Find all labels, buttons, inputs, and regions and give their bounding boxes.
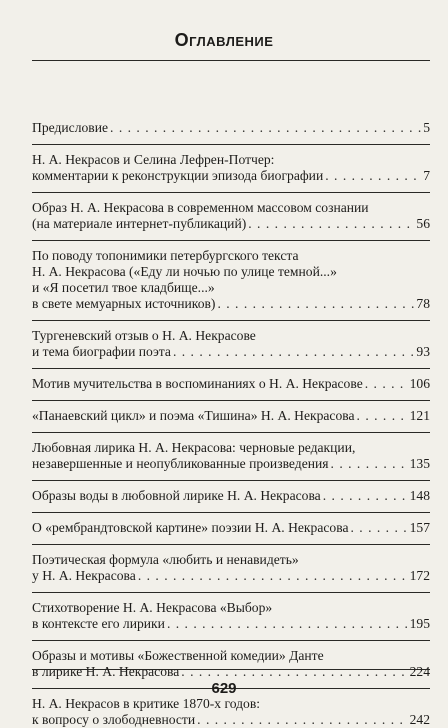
toc-entry-last-line: [32, 712, 430, 728]
toc-entry-title-line: Образы воды в любовной лирике Н. А. Некрасова: [32, 488, 321, 503]
title-rule: [32, 60, 430, 61]
toc-entry-title-line: (на материале интернет-публикаций): [32, 216, 247, 231]
toc-entry-last-line: [32, 664, 430, 680]
entry-separator: [32, 592, 430, 593]
entry-separator: [32, 512, 430, 513]
toc-entry-page-number: 56: [416, 216, 430, 231]
toc-entry-title-line: в свете мемуарных источников): [32, 296, 216, 311]
toc-entry[interactable]: [32, 408, 430, 424]
toc-entry-page-number: 172: [409, 568, 430, 583]
toc-entry-title-line: и тема биографии поэта: [32, 344, 171, 359]
toc-entry-last-line: [32, 488, 430, 504]
toc-entry-last-line: [32, 520, 430, 536]
toc-entry-page-number: 121: [409, 408, 430, 423]
toc-entry-page-number: 78: [416, 296, 430, 311]
toc-entry-last-line: [32, 120, 430, 136]
toc-entry-title-line: в контексте его лирики: [32, 616, 165, 631]
toc-entry-title-line: Предисловие: [32, 120, 109, 135]
page-number: 629: [211, 680, 237, 697]
toc-entry-last-line: [32, 456, 430, 472]
toc-entry[interactable]: [32, 440, 430, 472]
toc-entry-last-line: [32, 568, 430, 584]
footer-rule: [32, 669, 430, 670]
toc-entry-page-number: 93: [416, 344, 430, 359]
toc-entry[interactable]: [32, 488, 430, 504]
toc-entry[interactable]: [32, 200, 430, 232]
dot-leader: [323, 488, 408, 504]
toc-entry-title-line: О «рембрандтовской картине» поэзии Н. А. Некрасова: [32, 520, 349, 535]
page-title: Оглавление: [174, 30, 274, 50]
toc-entry-title-line: Мотив мучительства в воспоминаниях о Н. А. Некрасове: [32, 376, 363, 391]
toc-entry-title-line: Тургеневский отзыв о Н. А. Некрасове: [32, 328, 256, 343]
toc-entry-title-line: и «Я посетил твое кладбище...»: [32, 280, 215, 295]
toc-entry-last-line: [32, 296, 430, 312]
entry-separator: [32, 192, 430, 193]
entry-separator: [32, 640, 430, 641]
toc-entry-last-line: [32, 408, 430, 424]
toc-entry[interactable]: [32, 152, 430, 184]
toc-entry-title-line: комментарии к реконструкции эпизода биографии: [32, 168, 324, 183]
toc-entry-page-number: 148: [409, 488, 430, 503]
toc-entry-last-line: [32, 616, 430, 632]
dot-leader: [173, 344, 414, 360]
dot-leader: [138, 568, 408, 584]
toc-entry-last-line: [32, 216, 430, 232]
toc-entry[interactable]: [32, 648, 430, 680]
toc-entry[interactable]: [32, 120, 430, 136]
dot-leader: [110, 120, 421, 136]
toc-entry[interactable]: [32, 696, 430, 728]
dot-leader: [365, 376, 408, 392]
toc-entry-title-line: Н. А. Некрасов в критике 1870-х годов:: [32, 696, 261, 711]
entry-separator: [32, 368, 430, 369]
entry-separator: [32, 480, 430, 481]
entry-separator: [32, 240, 430, 241]
entry-separator: [32, 144, 430, 145]
toc-entry-last-line: [32, 376, 430, 392]
toc-entry-title-line: к вопросу о злободневности: [32, 712, 196, 727]
entry-separator: [32, 432, 430, 433]
toc-entry-title-line: Образы и мотивы «Божественной комедии» Данте: [32, 648, 324, 663]
toc-entry-title-line: у Н. А. Некрасова: [32, 568, 136, 583]
toc-entry[interactable]: [32, 248, 430, 312]
toc-entry-page-number: 7: [423, 168, 430, 183]
dot-leader: [331, 456, 408, 472]
toc-entry-title-line: Любовная лирика Н. А. Некрасова: черновые редакции,: [32, 440, 356, 455]
dot-leader: [167, 616, 408, 632]
toc-entry-title-line: Образ Н. А. Некрасова в современном массовом сознании: [32, 200, 369, 215]
dot-leader: [325, 168, 421, 184]
toc-entry-page-number: 106: [409, 376, 430, 391]
toc-entry[interactable]: [32, 376, 430, 392]
toc-entry-page-number: 157: [409, 520, 430, 535]
dot-leader: [248, 216, 414, 232]
toc-entry[interactable]: [32, 600, 430, 632]
table-of-contents: [32, 120, 430, 728]
toc-entry-title-line: Н. А. Некрасов и Селина Лефрен-Потчер:: [32, 152, 275, 167]
entry-separator: [32, 400, 430, 401]
entry-separator: [32, 544, 430, 545]
toc-entry-title-line: незавершенные и неопубликованные произведения: [32, 456, 329, 471]
toc-entry[interactable]: [32, 552, 430, 584]
toc-entry[interactable]: [32, 328, 430, 360]
toc-entry-page-number: 224: [409, 664, 430, 679]
toc-entry-last-line: [32, 344, 430, 360]
dot-leader: [217, 296, 414, 312]
toc-entry-page-number: 195: [409, 616, 430, 631]
dot-leader: [350, 520, 407, 536]
toc-entry-title-line: Стихотворение Н. А. Некрасова «Выбор»: [32, 600, 273, 615]
dot-leader: [197, 712, 407, 728]
toc-entry-title-line: в лирике Н. А. Некрасова: [32, 664, 180, 679]
toc-entry[interactable]: [32, 520, 430, 536]
toc-entry-page-number: 135: [409, 456, 430, 471]
toc-entry-last-line: [32, 168, 430, 184]
toc-entry-page-number: 5: [423, 120, 430, 135]
toc-entry-title-line: «Панаевский цикл» и поэма «Тишина» Н. А. Некрасова: [32, 408, 355, 423]
entry-separator: [32, 320, 430, 321]
toc-entry-title-line: По поводу топонимики петербургского текста: [32, 248, 299, 263]
toc-entry-page-number: 242: [409, 712, 430, 727]
dot-leader: [357, 408, 408, 424]
toc-entry-title-line: Н. А. Некрасова («Еду ли ночью по улице темной...»: [32, 264, 337, 279]
dot-leader: [181, 664, 407, 680]
toc-entry-title-line: Поэтическая формула «любить и ненавидеть»: [32, 552, 299, 567]
